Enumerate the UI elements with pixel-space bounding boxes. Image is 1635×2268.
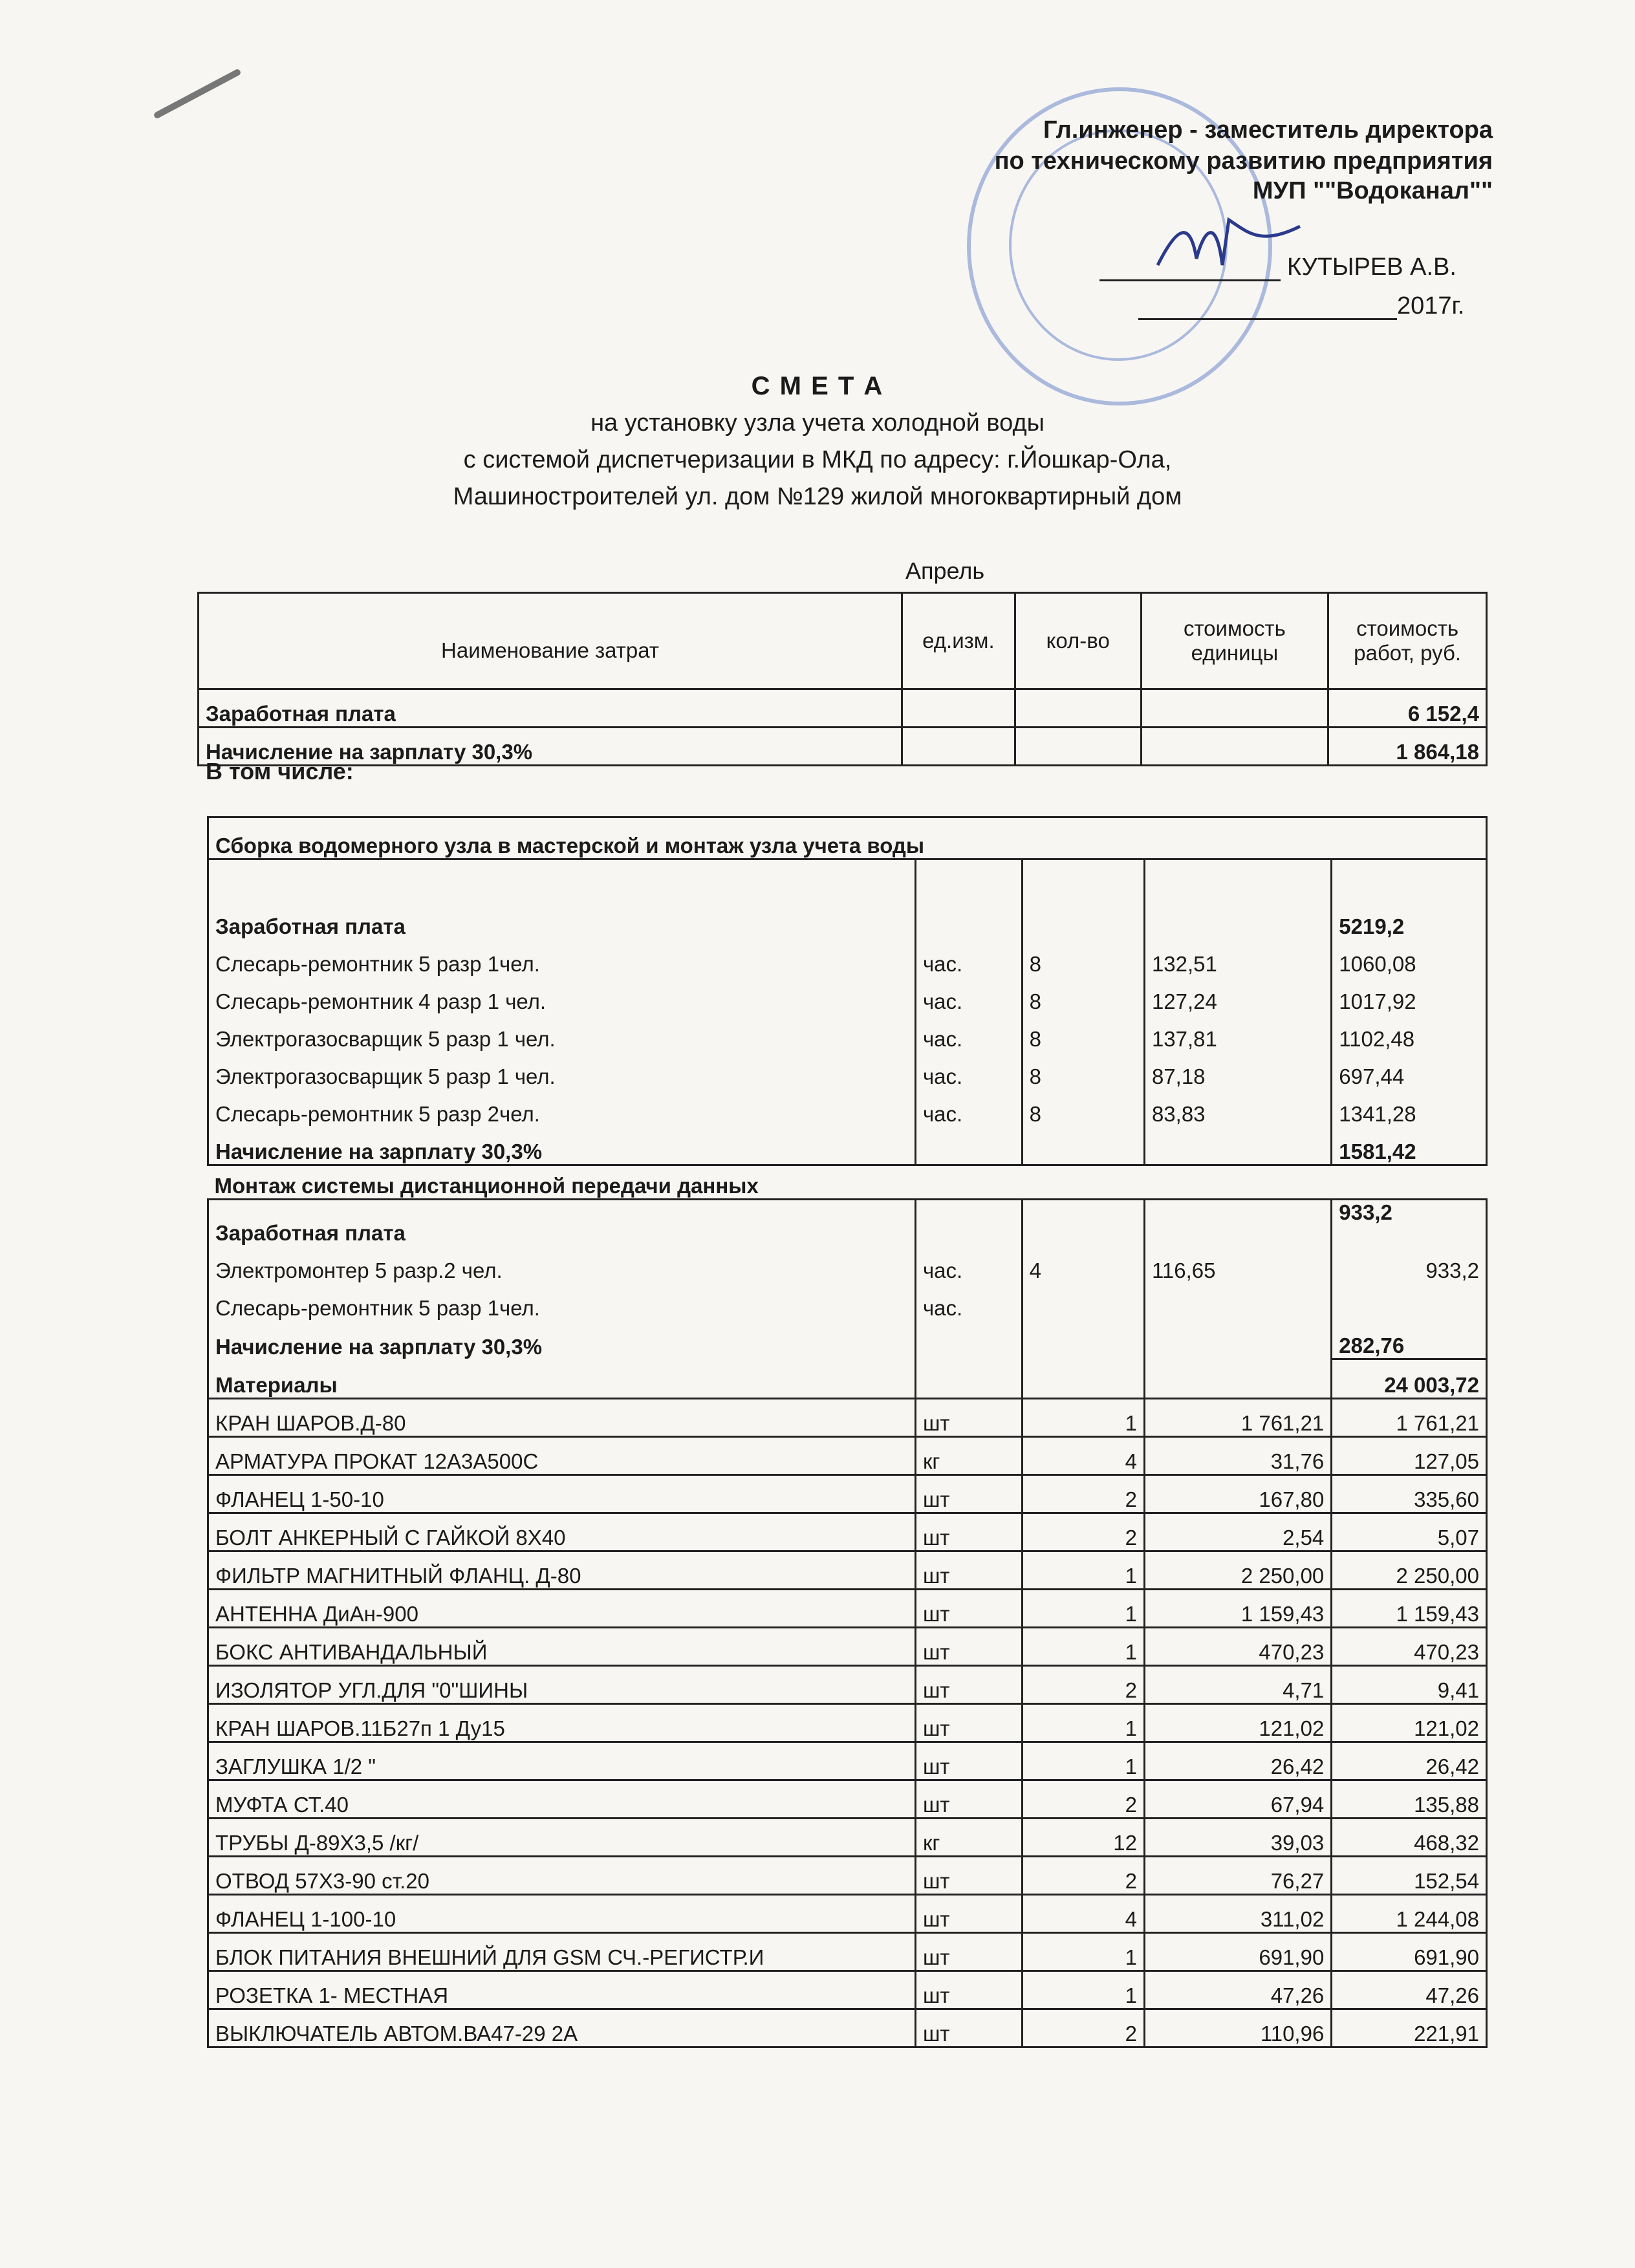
approval-date: 2017г. xyxy=(1397,292,1465,319)
material-unit: шт xyxy=(915,1513,1022,1551)
material-price: 47,26 xyxy=(1144,1971,1331,2009)
section2-accrual-row xyxy=(208,1321,1487,1359)
section2-accrual-total: 282,76 xyxy=(1332,1321,1487,1359)
worker-rate: 132,51 xyxy=(1144,939,1331,977)
material-qty: 1 xyxy=(1022,1933,1144,1971)
material-name: КРАН ШАРОВ.11Б27п 1 Ду15 xyxy=(208,1704,916,1742)
worker-name: Слесарь-ремонтник 5 разр 1чел. xyxy=(208,939,916,977)
worker-total: 1102,48 xyxy=(1332,1014,1487,1052)
worker-unit: час. xyxy=(915,1283,1022,1321)
summary-salary-label: Заработная плата xyxy=(199,689,902,728)
date-underline xyxy=(1138,318,1397,320)
document-heading: С М Е Т А xyxy=(751,372,884,400)
summary-table xyxy=(197,592,1488,766)
material-unit: шт xyxy=(915,1780,1022,1819)
signature-name: КУТЫРЕВ А.В. xyxy=(1287,254,1456,281)
material-qty: 1 xyxy=(1022,1399,1144,1437)
material-name: ФЛАНЕЦ 1-100-10 xyxy=(208,1895,916,1933)
material-total: 135,88 xyxy=(1332,1780,1487,1819)
materials-row xyxy=(208,1359,1487,1399)
col-total-header: стоимость работ, руб. xyxy=(1328,593,1487,689)
header-row xyxy=(199,593,1487,689)
material-qty: 1 xyxy=(1022,1704,1144,1742)
summary-accrual-label: Начисление на зарплату 30,3% xyxy=(199,728,902,766)
material-price: 26,42 xyxy=(1144,1742,1331,1780)
section2-title-row xyxy=(208,1165,1487,1200)
section1-salary-row xyxy=(208,859,1487,940)
material-price: 76,27 xyxy=(1144,1857,1331,1895)
material-name: ФЛАНЕЦ 1-50-10 xyxy=(208,1475,916,1513)
material-total: 335,60 xyxy=(1332,1475,1487,1513)
material-unit: шт xyxy=(915,1551,1022,1590)
material-total: 26,42 xyxy=(1332,1742,1487,1780)
material-name: ТРУБЫ Д-89Х3,5 /кг/ xyxy=(208,1819,916,1857)
approval-line-3: МУП ""Водоканал"" xyxy=(1252,177,1493,204)
material-row xyxy=(208,1895,1487,1933)
material-qty: 1 xyxy=(1022,1590,1144,1628)
material-total: 470,23 xyxy=(1332,1628,1487,1666)
material-unit: шт xyxy=(915,1971,1022,2009)
material-price: 2,54 xyxy=(1144,1513,1331,1551)
material-name: АРМАТУРА ПРОКАТ 12А3А500С xyxy=(208,1437,916,1475)
material-qty: 12 xyxy=(1022,1819,1144,1857)
material-name: БОКС АНТИВАНДАЛЬНЫЙ xyxy=(208,1628,916,1666)
material-price: 31,76 xyxy=(1144,1437,1331,1475)
worker-rate: 83,83 xyxy=(1144,1089,1331,1127)
material-total: 221,91 xyxy=(1332,2009,1487,2047)
material-row xyxy=(208,2009,1487,2047)
material-qty: 2 xyxy=(1022,1666,1144,1704)
material-qty: 2 xyxy=(1022,1513,1144,1551)
worker-total: 1017,92 xyxy=(1332,977,1487,1014)
worker-name: Электромонтер 5 разр.2 чел. xyxy=(208,1246,916,1283)
material-row xyxy=(208,1551,1487,1590)
material-total: 121,02 xyxy=(1332,1704,1487,1742)
material-name: ИЗОЛЯТОР УГЛ.ДЛЯ "0"ШИНЫ xyxy=(208,1666,916,1704)
worker-name: Слесарь-ремонтник 5 разр 1чел. xyxy=(208,1283,916,1321)
material-unit: шт xyxy=(915,1399,1022,1437)
material-name: РОЗЕТКА 1- МЕСТНАЯ xyxy=(208,1971,916,2009)
worker-unit: час. xyxy=(915,939,1022,977)
material-row xyxy=(208,1857,1487,1895)
material-price: 1 159,43 xyxy=(1144,1590,1331,1628)
section1-salary-total: 5219,2 xyxy=(1332,859,1487,940)
section1-salary-label: Заработная плата xyxy=(208,859,916,940)
col-unit-header: ед.изм. xyxy=(902,593,1015,689)
material-qty: 1 xyxy=(1022,1742,1144,1780)
worker-name: Электрогазосварщик 5 разр 1 чел. xyxy=(208,1014,916,1052)
material-row xyxy=(208,1513,1487,1551)
month-label: Апрель xyxy=(905,557,985,584)
material-row xyxy=(208,1475,1487,1513)
material-row xyxy=(208,1780,1487,1819)
material-qty: 4 xyxy=(1022,1895,1144,1933)
summary-salary-total: 6 152,4 xyxy=(1328,689,1487,728)
material-name: ФИЛЬТР МАГНИТНЫЙ ФЛАНЦ. Д-80 xyxy=(208,1551,916,1590)
signature-underline xyxy=(1099,279,1281,281)
worker-unit: час. xyxy=(915,1014,1022,1052)
material-price: 110,96 xyxy=(1144,2009,1331,2047)
section1-accrual-label: Начисление на зарплату 30,3% xyxy=(208,1127,916,1165)
material-name: МУФТА СТ.40 xyxy=(208,1780,916,1819)
worker-qty: 8 xyxy=(1022,1089,1144,1127)
paper-clip-mark xyxy=(153,68,241,119)
worker-rate: 87,18 xyxy=(1144,1052,1331,1089)
worker-name: Слесарь-ремонтник 5 разр 2чел. xyxy=(208,1089,916,1127)
material-price: 39,03 xyxy=(1144,1819,1331,1857)
worker-total: 933,2 xyxy=(1332,1246,1487,1283)
section2-salary-label: Заработная плата xyxy=(208,1200,916,1246)
material-qty: 4 xyxy=(1022,1437,1144,1475)
material-price: 311,02 xyxy=(1144,1895,1331,1933)
material-unit: кг xyxy=(915,1437,1022,1475)
material-row xyxy=(208,1590,1487,1628)
title-line-2: с системой диспетчеризации в МКД по адресу: г.Йошкар-Ола, xyxy=(463,446,1172,473)
material-row xyxy=(208,1399,1487,1437)
material-total: 152,54 xyxy=(1332,1857,1487,1895)
worker-unit: час. xyxy=(915,1089,1022,1127)
worker-qty: 8 xyxy=(1022,977,1144,1014)
col-price-header: стоимость единицы xyxy=(1141,593,1328,689)
material-name: АНТЕННА ДиАн-900 xyxy=(208,1590,916,1628)
material-price: 691,90 xyxy=(1144,1933,1331,1971)
worker-qty: 8 xyxy=(1022,1052,1144,1089)
worker-row xyxy=(208,1052,1487,1089)
material-name: БОЛТ АНКЕРНЫЙ С ГАЙКОЙ 8Х40 xyxy=(208,1513,916,1551)
worker-name: Слесарь-ремонтник 4 разр 1 чел. xyxy=(208,977,916,1014)
material-name: КРАН ШАРОВ.Д-80 xyxy=(208,1399,916,1437)
section2-title: Монтаж системы дистанционной передачи данных xyxy=(208,1165,1487,1200)
material-qty: 2 xyxy=(1022,2009,1144,2047)
material-unit: шт xyxy=(915,1704,1022,1742)
material-price: 2 250,00 xyxy=(1144,1551,1331,1590)
material-qty: 1 xyxy=(1022,1551,1144,1590)
col-qty-header: кол-во xyxy=(1015,593,1141,689)
worker-row xyxy=(208,977,1487,1014)
worker-name: Электрогазосварщик 5 разр 1 чел. xyxy=(208,1052,916,1089)
title-line-1: на установку узла учета холодной воды xyxy=(590,409,1045,437)
section1-accrual-total: 1581,42 xyxy=(1332,1127,1487,1165)
worker-qty: 8 xyxy=(1022,1014,1144,1052)
material-price: 67,94 xyxy=(1144,1780,1331,1819)
material-total: 9,41 xyxy=(1332,1666,1487,1704)
material-unit: шт xyxy=(915,2009,1022,2047)
worker-row xyxy=(208,1014,1487,1052)
material-qty: 2 xyxy=(1022,1780,1144,1819)
material-total: 691,90 xyxy=(1332,1933,1487,1971)
summary-row xyxy=(199,728,1487,766)
material-name: ЗАГЛУШКА 1/2 " xyxy=(208,1742,916,1780)
worker-row xyxy=(208,1283,1487,1321)
worker-unit: час. xyxy=(915,1052,1022,1089)
worker-qty: 8 xyxy=(1022,939,1144,977)
material-row xyxy=(208,1628,1487,1666)
material-unit: шт xyxy=(915,1933,1022,1971)
material-total: 127,05 xyxy=(1332,1437,1487,1475)
material-total: 5,07 xyxy=(1332,1513,1487,1551)
material-unit: шт xyxy=(915,1857,1022,1895)
worker-total: 1341,28 xyxy=(1332,1089,1487,1127)
summary-accrual-total: 1 864,18 xyxy=(1328,728,1487,766)
material-qty: 2 xyxy=(1022,1857,1144,1895)
materials-label: Материалы xyxy=(208,1359,916,1399)
material-unit: кг xyxy=(915,1819,1022,1857)
section2-accrual-label: Начисление на зарплату 30,3% xyxy=(208,1321,916,1359)
material-row xyxy=(208,1819,1487,1857)
material-row xyxy=(208,1437,1487,1475)
worker-row xyxy=(208,939,1487,977)
materials-total: 24 003,72 xyxy=(1332,1359,1487,1399)
material-total: 468,32 xyxy=(1332,1819,1487,1857)
worker-unit: час. xyxy=(915,1246,1022,1283)
material-price: 167,80 xyxy=(1144,1475,1331,1513)
material-qty: 2 xyxy=(1022,1475,1144,1513)
worker-qty: 4 xyxy=(1022,1246,1144,1283)
material-row xyxy=(208,1742,1487,1780)
worker-row xyxy=(208,1089,1487,1127)
material-qty: 1 xyxy=(1022,1628,1144,1666)
worker-total: 1060,08 xyxy=(1332,939,1487,977)
material-unit: шт xyxy=(915,1590,1022,1628)
col-name-header: Наименование затрат xyxy=(199,593,902,689)
material-row xyxy=(208,1666,1487,1704)
material-total: 1 761,21 xyxy=(1332,1399,1487,1437)
section1-accrual-row xyxy=(208,1127,1487,1165)
material-unit: шт xyxy=(915,1895,1022,1933)
material-price: 1 761,21 xyxy=(1144,1399,1331,1437)
material-total: 1 159,43 xyxy=(1332,1590,1487,1628)
material-unit: шт xyxy=(915,1475,1022,1513)
material-unit: шт xyxy=(915,1628,1022,1666)
material-price: 121,02 xyxy=(1144,1704,1331,1742)
material-total: 1 244,08 xyxy=(1332,1895,1487,1933)
section2-salary-total: 933,2 xyxy=(1332,1200,1487,1246)
material-price: 4,71 xyxy=(1144,1666,1331,1704)
worker-rate: 137,81 xyxy=(1144,1014,1331,1052)
worker-total xyxy=(1332,1283,1487,1321)
worker-unit: час. xyxy=(915,977,1022,1014)
title-line-3: Машиностроителей ул. дом №129 жилой многоквартирный дом xyxy=(453,483,1182,510)
section-title-row xyxy=(208,817,1487,859)
material-total: 47,26 xyxy=(1332,1971,1487,2009)
material-row xyxy=(208,1704,1487,1742)
approval-line-1: Гл.инженер - заместитель директора xyxy=(1043,116,1493,144)
material-row xyxy=(208,1971,1487,2009)
section2-salary-row xyxy=(208,1200,1487,1246)
material-qty: 1 xyxy=(1022,1971,1144,2009)
material-row xyxy=(208,1933,1487,1971)
approval-line-2: по техническому развитию предприятия xyxy=(994,147,1493,175)
estimate-table xyxy=(207,816,1488,2048)
in-that-number-label: В том числе: xyxy=(206,758,354,784)
material-name: ВЫКЛЮЧАТЕЛЬ АВТОМ.ВА47-29 2А xyxy=(208,2009,916,2047)
section1-title: Сборка водомерного узла в мастерской и монтаж узла учета воды xyxy=(208,817,1487,859)
worker-rate: 127,24 xyxy=(1144,977,1331,1014)
worker-qty xyxy=(1022,1283,1144,1321)
worker-total: 697,44 xyxy=(1332,1052,1487,1089)
worker-row xyxy=(208,1246,1487,1283)
worker-rate: 116,65 xyxy=(1144,1246,1331,1283)
material-price: 470,23 xyxy=(1144,1628,1331,1666)
material-name: ОТВОД 57Х3-90 ст.20 xyxy=(208,1857,916,1895)
material-unit: шт xyxy=(915,1666,1022,1704)
worker-rate xyxy=(1144,1283,1331,1321)
material-unit: шт xyxy=(915,1742,1022,1780)
summary-row xyxy=(199,689,1487,728)
material-name: БЛОК ПИТАНИЯ ВНЕШНИЙ ДЛЯ GSM СЧ.-РЕГИСТР.И xyxy=(208,1933,916,1971)
material-total: 2 250,00 xyxy=(1332,1551,1487,1590)
